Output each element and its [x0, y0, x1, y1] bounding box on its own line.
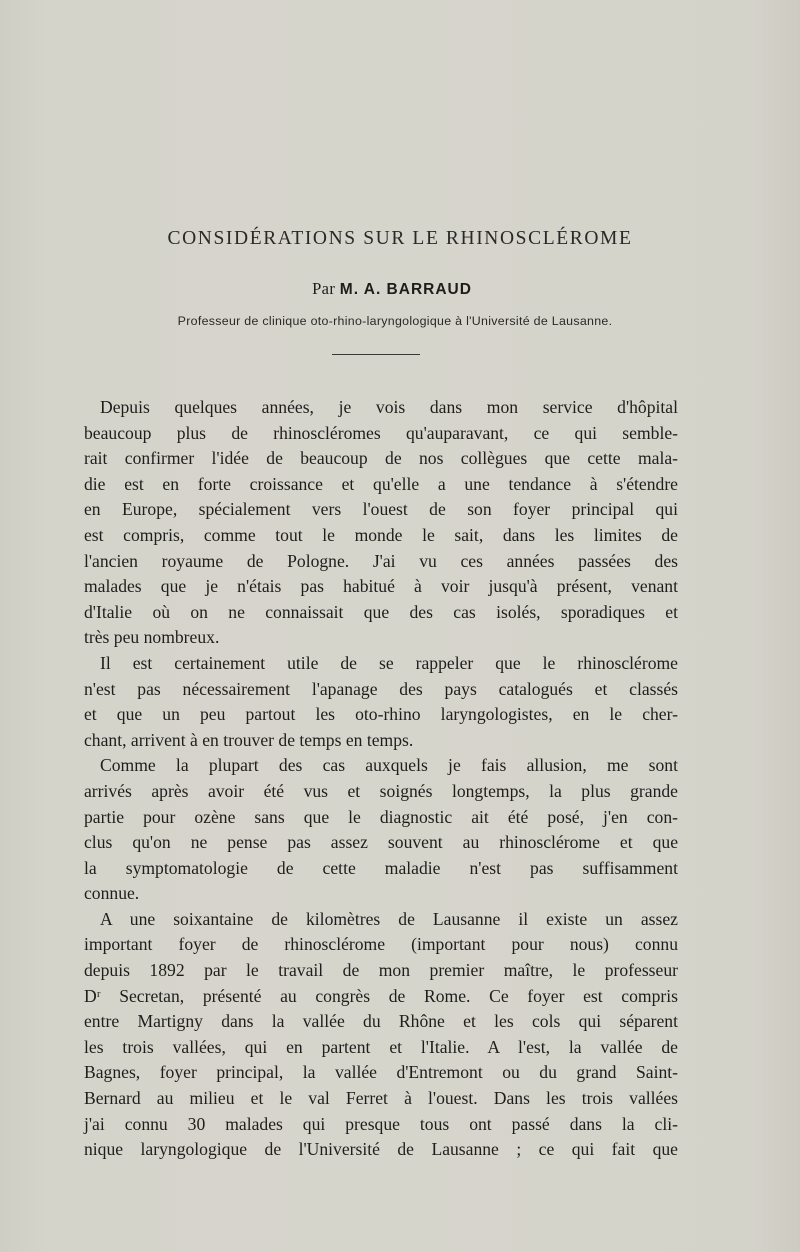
text-line: Bernard au milieu et le val Ferret à l'ouest. Dans les trois vallées: [84, 1088, 678, 1109]
text-line: très peu nombreux.: [84, 627, 220, 648]
body-text: [84, 395, 678, 1163]
text-line: rait confirmer l'idée de beaucoup de nos collègues que cette mala-: [84, 448, 678, 469]
text-line: d'Italie où on ne connaissait que des cas isolés, sporadiques et: [84, 601, 678, 622]
text-line: beaucoup plus de rhinoscléromes qu'auparavant, ce qui semble-: [84, 422, 678, 443]
text-line: j'ai connu 30 malades qui presque tous ont passé dans la cli-: [84, 1113, 678, 1134]
text-line: connue.: [84, 883, 140, 904]
text-line: clus qu'on ne pense pas assez souvent au rhinosclérome et que: [84, 832, 678, 853]
text-line: Depuis quelques années, je vois dans mon service d'hôpital: [100, 397, 678, 417]
text-line: Dʳ Secretan, présenté au congrès de Rome. Ce foyer est compris: [84, 985, 678, 1006]
text-line: la symptomatologie de cette maladie n'est pas suffisamment: [84, 857, 678, 878]
text-line: depuis 1892 par le travail de mon premier maître, le professeur: [84, 960, 678, 981]
text-line: et que un peu partout les oto-rhino laryngologistes, en le cher-: [84, 704, 678, 725]
text-line: entre Martigny dans la vallée du Rhône et les cols qui séparent: [84, 1011, 678, 1032]
text-line: l'ancien royaume de Pologne. J'ai vu ces années passées des: [84, 550, 678, 571]
text-line: chant, arrivent à en trouver de temps en temps.: [84, 729, 414, 750]
text-line: malades que je n'étais pas habitué à voir jusqu'à présent, venant: [84, 576, 678, 597]
text-line: arrivés après avoir été vus et soignés longtemps, la plus grande: [84, 780, 678, 801]
text-line: partie pour ozène sans que le diagnostic ait été posé, j'en con-: [84, 806, 678, 827]
text-line: die est en forte croissance et qu'elle a une tendance à s'étendre: [84, 473, 678, 494]
text-line: A une soixantaine de kilomètres de Lausanne il existe un assez: [100, 908, 678, 929]
text-line: les trois vallées, qui en partent et l'Italie. A l'est, la vallée de: [84, 1036, 678, 1057]
author-line: [0, 279, 784, 299]
text-line: Bagnes, foyer principal, la vallée d'Entremont ou du grand Saint-: [84, 1062, 678, 1083]
author-affiliation: Professeur de clinique oto-rhino-laryngologique à l'Université de Lausanne.: [177, 314, 613, 328]
text-line: est compris, comme tout le monde le sait, dans les limites de: [84, 524, 678, 545]
text-line: Comme la plupart des cas auxquels je fais allusion, me sont: [100, 755, 678, 776]
author-name: M. A. BARRAUD: [339, 281, 472, 298]
article-title: CONSIDÉRATIONS SUR LE RHINOSCLÉROME: [167, 228, 633, 249]
text-line: n'est pas nécessairement l'apanage des pays catalogués et classés: [84, 678, 678, 699]
text-line: important foyer de rhinosclérome (important pour nous) connu: [84, 934, 678, 955]
author-prefix: Par: [312, 279, 336, 298]
text-line: nique laryngologique de l'Université de Lausanne ; ce qui fait que: [84, 1139, 678, 1160]
text-line: Il est certainement utile de se rappeler que le rhinosclérome: [100, 652, 678, 673]
text-line: en Europe, spécialement vers l'ouest de son foyer principal qui: [84, 499, 678, 520]
title-divider: [332, 354, 420, 355]
